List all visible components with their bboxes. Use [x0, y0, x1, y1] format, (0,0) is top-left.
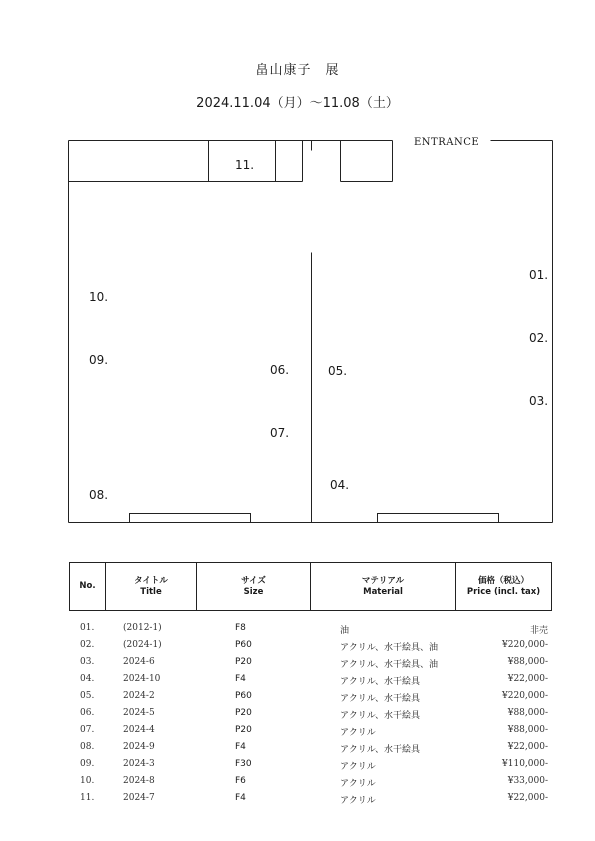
table-row	[0, 640, 595, 657]
spot-09: 09.	[89, 353, 109, 367]
row-title: (2012-1)	[123, 623, 162, 633]
spot-01: 01.	[529, 268, 549, 282]
row-price: ¥22,000-	[507, 674, 548, 684]
header-title	[106, 563, 197, 610]
row-size: P20	[235, 657, 252, 667]
table-row	[0, 776, 595, 793]
row-no: 05.	[80, 691, 95, 701]
table-row	[0, 623, 595, 640]
row-material: アクリル、水干絵具	[340, 711, 421, 721]
table-row	[0, 657, 595, 674]
row-price: ¥88,000-	[507, 725, 548, 735]
spot-07: 07.	[270, 426, 290, 440]
row-size: P20	[235, 725, 252, 735]
spot-06: 06.	[270, 363, 290, 377]
row-size: F30	[235, 759, 252, 769]
header-price-ja: 価格（税込）	[477, 575, 529, 586]
row-no: 02.	[80, 640, 95, 650]
header-material-ja: マテリアル	[361, 575, 405, 586]
row-size: F6	[235, 776, 246, 786]
header-size-ja: サイズ	[241, 575, 266, 586]
row-no: 06.	[80, 708, 95, 718]
spot-04: 04.	[330, 478, 350, 492]
header-size-en: Size	[243, 586, 264, 597]
row-material: 油	[340, 626, 350, 636]
table-row	[0, 742, 595, 759]
row-title: 2024-9	[123, 742, 155, 752]
spot-02: 02.	[529, 331, 549, 345]
row-size: F8	[235, 623, 246, 633]
row-price: ¥22,000-	[507, 742, 548, 752]
spot-10: 10.	[89, 290, 109, 304]
header-title-en: Title	[140, 586, 162, 597]
row-material: アクリル、水干絵具	[340, 745, 421, 755]
spot-08: 08.	[89, 488, 109, 502]
row-material: アクリル、水干絵具	[340, 694, 421, 704]
artwork-table-header	[69, 562, 552, 611]
row-no: 01.	[80, 623, 95, 633]
row-price: ¥33,000-	[507, 776, 548, 786]
row-material: アクリル、水干絵具、油	[340, 643, 439, 653]
table-row	[0, 674, 595, 691]
header-no	[70, 563, 106, 610]
row-no: 04.	[80, 674, 95, 684]
row-price: ¥220,000-	[502, 691, 548, 701]
row-material: アクリル	[340, 779, 376, 789]
row-price: ¥220,000-	[502, 640, 548, 650]
row-no: 11.	[80, 793, 95, 803]
header-size	[197, 563, 311, 610]
header-material	[311, 563, 456, 610]
row-price: 非売	[529, 626, 548, 636]
header-price	[456, 563, 551, 610]
spot-11: 11.	[235, 158, 255, 172]
row-title: 2024-4	[123, 725, 155, 735]
bench-left	[130, 514, 251, 523]
row-price: ¥22,000-	[507, 793, 548, 803]
row-title: 2024-8	[123, 776, 155, 786]
row-price: ¥88,000-	[507, 708, 548, 718]
row-no: 08.	[80, 742, 95, 752]
row-price: ¥110,000-	[502, 759, 548, 769]
row-price: ¥88,000-	[507, 657, 548, 667]
row-size: F4	[235, 674, 246, 684]
row-title: 2024-10	[123, 674, 161, 684]
row-material: アクリル、水干絵具	[340, 677, 421, 687]
header-title-ja: タイトル	[134, 575, 168, 586]
table-row	[0, 793, 595, 810]
row-no: 10.	[80, 776, 95, 786]
table-row	[0, 708, 595, 725]
row-size: P60	[235, 640, 252, 650]
header-material-en: Material	[363, 586, 403, 597]
row-title: 2024-6	[123, 657, 155, 667]
table-row	[0, 759, 595, 776]
header-no-label: No.	[79, 581, 96, 591]
row-no: 07.	[80, 725, 95, 735]
header-price-en: Price (incl. tax)	[466, 586, 541, 597]
row-size: P60	[235, 691, 252, 701]
row-size: F4	[235, 793, 246, 803]
exhibition-title: 畠山康子 展	[255, 63, 340, 78]
row-material: アクリル	[340, 762, 376, 772]
spot-03: 03.	[529, 394, 549, 408]
row-title: 2024-3	[123, 759, 155, 769]
exhibition-dates: 2024.11.04（月）〜11.08（土）	[196, 96, 399, 111]
row-no: 03.	[80, 657, 95, 667]
row-title: 2024-2	[123, 691, 155, 701]
row-title: (2024-1)	[123, 640, 162, 650]
bench-right	[378, 514, 499, 523]
row-title: 2024-7	[123, 793, 155, 803]
row-size: F4	[235, 742, 246, 752]
entrance-label: ENTRANCE	[410, 137, 483, 148]
row-no: 09.	[80, 759, 95, 769]
row-title: 2024-5	[123, 708, 155, 718]
row-size: P20	[235, 708, 252, 718]
row-material: アクリル	[340, 796, 376, 806]
row-material: アクリル	[340, 728, 376, 738]
table-row	[0, 725, 595, 742]
row-material: アクリル、水干絵具、油	[340, 660, 439, 670]
table-row	[0, 691, 595, 708]
spot-05: 05.	[328, 364, 348, 378]
